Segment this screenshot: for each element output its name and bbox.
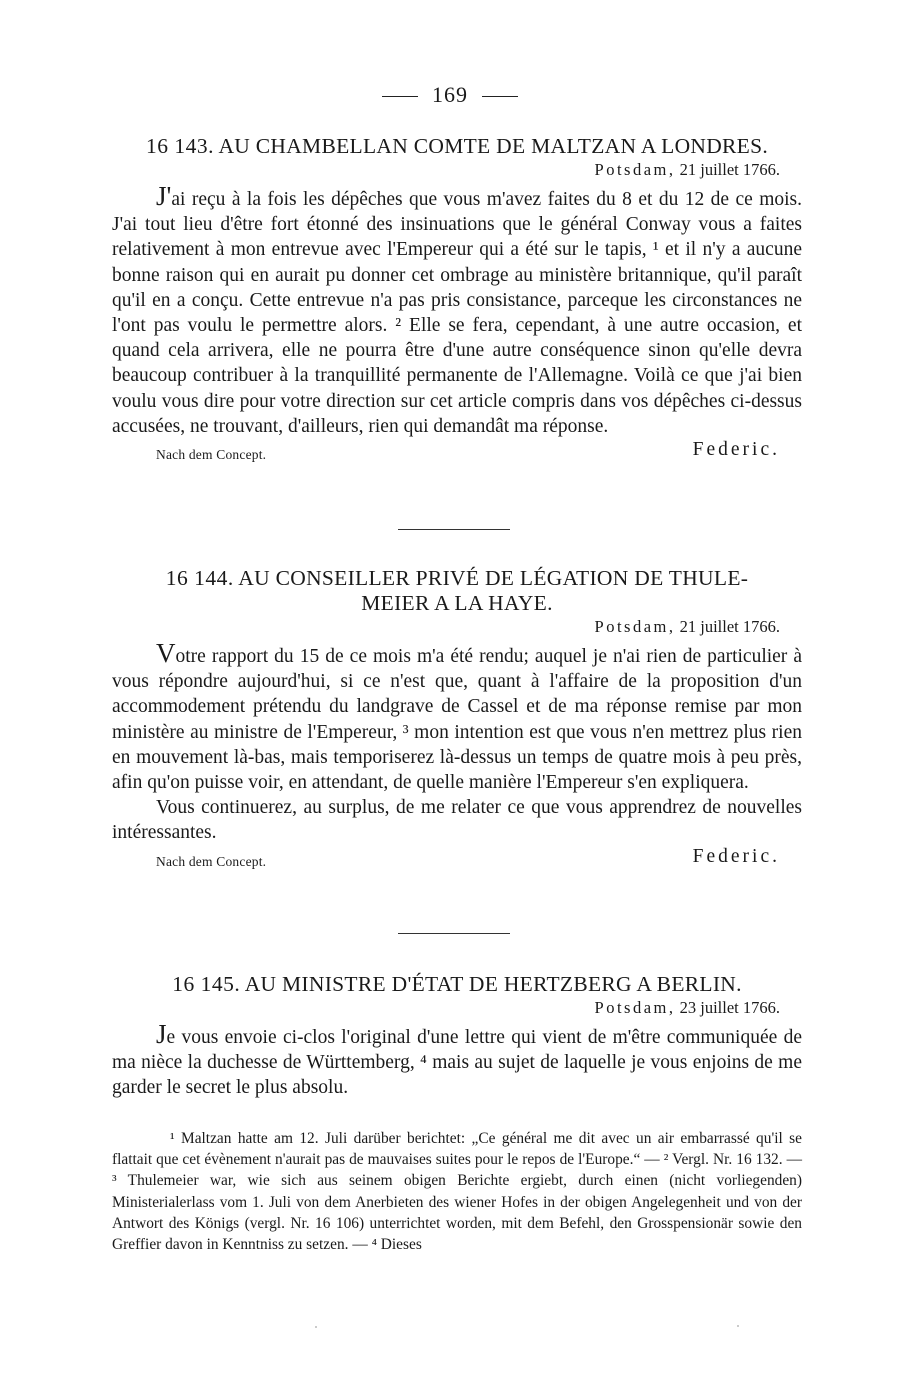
letter-place: Potsdam, <box>594 998 676 1017</box>
letter-16144 <box>112 566 802 872</box>
letter-paragraph: Vous continuerez, au surplus, de me relater ce que vous apprendrez de nouvelles intéressantes. <box>112 797 802 844</box>
letter-signature-row <box>112 439 802 465</box>
footnotes <box>112 1128 802 1255</box>
letter-place: Potsdam, <box>594 160 676 179</box>
paper-speck <box>315 1326 317 1328</box>
letter-place: Potsdam, <box>594 617 676 636</box>
letter-paragraph: J'ai reçu à la fois les dépêches que vous m'avez faites du 8 et du 12 de ce mois. J'ai tout lieu d'être fort étonné des insinuations que le général Conway vous a faites relativement à mon entrevue avec l'Empereur qui a été sur le tapis, ¹ et il n'y a aucune bonne raison qui en aurait pu donner cet ombrage au ministère britannique, qu'il paraît qu'il en a conçu. Cette entrevue n'a pas pris consistance, parceque les circonstances ne l'ont pas voulu le permettre alors. ² Elle se fera, cependant, à une autre occasion, et quand cela arrivera, elle ne pourra être d'une autre conséquence sinon qu'elle devra beaucoup contribuer à la tranquillité permanente de l'Allemagne. Voilà ce que j'ai bien voulu vous dire pour votre direction sur cet article compris dans vos dépêches ci-dessus accusées, ne trouvant, d'ailleurs, rien qui demandât ma réponse. <box>112 181 802 437</box>
letter-source: Nach dem Concept. <box>156 447 267 463</box>
page-number <box>0 82 900 108</box>
letter-16143 <box>112 134 802 465</box>
letter-number: 16 145. <box>172 972 241 996</box>
letter-date: 21 juillet 1766. <box>679 617 780 636</box>
letter-heading <box>112 134 802 159</box>
letter-paragraph: Votre rapport du 15 de ce mois m'a été rendu; auquel je n'ai rien de particulier à vous répondre aujourd'hui, si ce n'est que, quant à l'affaire de la proposition d'un accommodement prétendu du landgrave de Cassel et de ma réponse remise par mon ministère au ministre de l'Empereur, ³ mon intention est que vous n'en mettrez plus rien en mouvement là-bas, mais temporiserez là-dessus un temps de quatre mois à peu près, afin qu'on puisse voir, en attendant, de quelle manière l'Empereur s'en expliquera. <box>112 638 802 794</box>
letter-heading <box>112 566 802 616</box>
letter-dateline <box>112 159 802 181</box>
letter-signature: Federic. <box>692 439 780 461</box>
letter-date: 21 juillet 1766. <box>679 160 780 179</box>
letter-signature-row <box>112 846 802 872</box>
letter-signature: Federic. <box>692 845 780 867</box>
letter-number: 16 143. <box>145 134 214 158</box>
footnote-text: ¹ Maltzan hatte am 12. Juli darüber berichtet: „Ce général me dit avec un air embarrassé qu'il se flattait que cet évènement n'aurait pas de mauvaises suites pour le repos de l'Europe.“ — ² Vergl. Nr. 16 132. — ³ Thulemeier war, wie sich aus seinem obigen Berichte ergiebt, durch einen (nicht vorliegenden) Ministerialerlass vom 1. Juli von dem Anerbieten des wiener Hofes in der obigen Angelegenheit und von der Antwort des Königs (vergl. Nr. 16 106) unterrichtet worden, mit dem Befehl, den Grosspensionär sowie den Greffier davon in Kenntniss zu setzen. — ⁴ Dieses <box>112 1130 802 1254</box>
letter-body <box>112 181 802 439</box>
letter-source: Nach dem Concept. <box>156 853 267 869</box>
letter-dateline <box>112 997 802 1019</box>
letter-number: 16 144. <box>165 566 234 590</box>
page-number-value: 169 <box>432 82 468 107</box>
letter-title-continued: MEIER A LA HAYE. <box>361 591 553 615</box>
letter-heading <box>112 972 802 997</box>
section-divider <box>398 529 510 530</box>
letter-body <box>112 1019 802 1101</box>
letter-date: 23 juillet 1766. <box>679 998 780 1017</box>
page-number-dash-right <box>482 96 518 97</box>
section-divider <box>398 933 510 934</box>
letter-body <box>112 638 802 846</box>
letter-dateline <box>112 616 802 638</box>
paper-speck <box>737 1325 739 1327</box>
page-number-dash-left <box>382 96 418 97</box>
letter-title: AU CONSEILLER PRIVÉ DE LÉGATION DE THULE- <box>238 566 749 590</box>
letter-title: AU MINISTRE D'ÉTAT DE HERTZBERG A BERLIN. <box>244 972 742 996</box>
letter-16145 <box>112 972 802 1101</box>
letter-paragraph: Je vous envoie ci-clos l'original d'une lettre qui vient de m'être communiquée de ma nièce la duchesse de Württemberg, ⁴ mais au sujet de laquelle je vous enjoins de me garder le secret le plus absolu. <box>112 1019 802 1099</box>
letter-title: AU CHAMBELLAN COMTE DE MALTZAN A LONDRES. <box>218 134 769 158</box>
